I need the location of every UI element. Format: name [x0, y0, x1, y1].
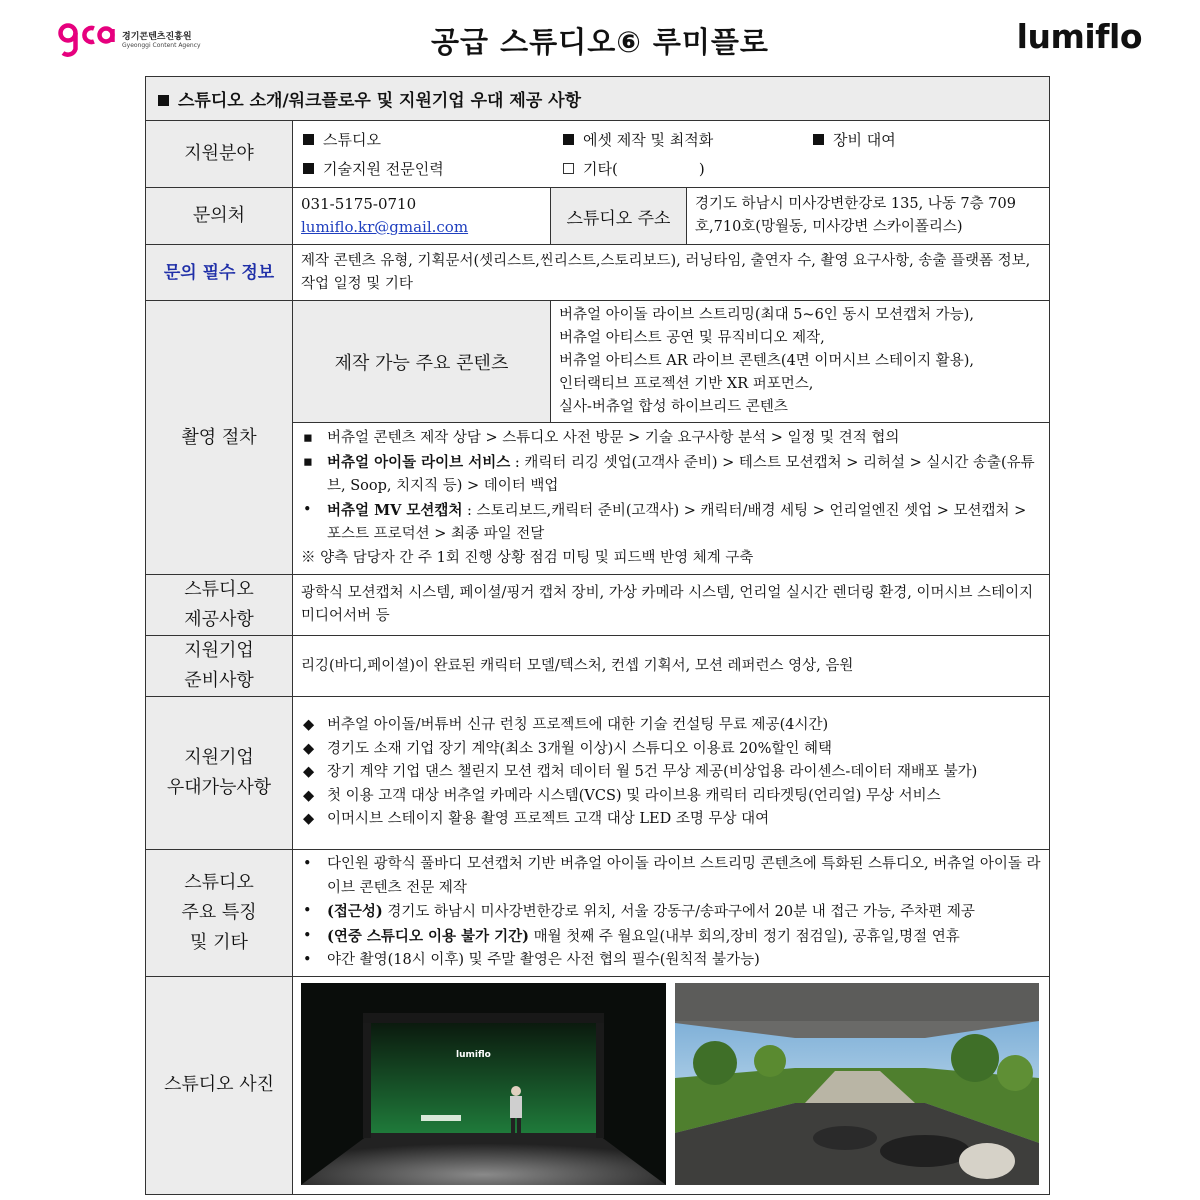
section-title: 스튜디오 소개/워크플로우 및 지원기업 우대 제공 사항: [146, 77, 1050, 121]
org-name-en: Gyeonggi Content Agency: [122, 41, 201, 49]
brand-logo: lumiflo: [1016, 17, 1142, 56]
content-item: 실사-버츄얼 합성 하이브리드 콘텐츠: [559, 399, 788, 415]
required-info-label: 문의 필수 정보: [146, 245, 293, 301]
contact-email-link[interactable]: lumiflo.kr@gmail.com: [301, 218, 469, 236]
photos-cell: [293, 976, 1050, 1194]
option-asset: 에셋 제작 및 최적화: [563, 129, 813, 150]
benefit-item: ◆ 버추얼 아이돌/버튜버 신규 런칭 프로젝트에 대한 기술 컨설팅 무료 제공(4시간): [303, 717, 829, 734]
immersive-stage-photo: [675, 983, 1039, 1185]
features-label: 스튜디오 주요 특징 및 기타: [146, 850, 293, 977]
prep-label: 지원기업 준비사항: [146, 636, 293, 697]
content-item: 인터랙티브 프로젝션 기반 XR 퍼포먼스,: [559, 376, 814, 392]
prep-text: 리깅(바디,페이셜)이 완료된 캐릭터 모델/텍스처, 컨셉 기획서, 모션 레퍼런스 영상, 음원: [293, 636, 1050, 697]
bullet-square-icon: [158, 95, 169, 106]
page-header: [0, 0, 1200, 75]
checked-box-icon: [563, 134, 574, 145]
required-info-text: 제작 콘텐츠 유형, 기획문서(셋리스트,씬리스트,스토리보드), 러닝타임, 출연자 수, 촬영 요구사항, 송출 플랫폼 정보, 작업 일정 및 기타: [293, 245, 1050, 301]
contact-phone: 031-5175-0710: [301, 195, 417, 213]
features-list: [293, 850, 1050, 977]
benefit-item: ◆ 첫 이용 고객 대상 버추얼 카메라 시스템(VCS) 및 라이브용 캐릭터 리타겟팅(언리얼) 무상 서비스: [303, 787, 941, 804]
org-name-kr: 경기콘텐츠진흥원: [122, 32, 192, 43]
step-item: • 버츄얼 MV 모션캡처 : 스토리보드,캐릭터 준비(고객사) > 캐릭터/배경 세팅 > 언리얼엔진 셋업 > 모션캡처 > 포스트 프로덕션 > 최종 파일 전달: [303, 501, 1027, 542]
feature-item: • (접근성) 경기도 하남시 미사강변한강로 위치, 서울 강동구/송파구에서 20분 내 접근 가능, 주차편 제공: [303, 903, 975, 920]
option-tech-staff: 기술지원 전문인력: [303, 158, 563, 179]
contact-label: 문의처: [146, 188, 293, 245]
address-label: 스튜디오 주소: [551, 188, 687, 245]
benefit-item: ◆ 이머시브 스테이지 활용 촬영 프로젝트 고객 대상 LED 조명 무상 대여: [303, 811, 770, 828]
benefits-list: [293, 697, 1050, 850]
shooting-label: 촬영 절차: [146, 301, 293, 575]
benefits-label: 지원기업 우대가능사항: [146, 697, 293, 850]
provided-text: 광학식 모션캡처 시스템, 페이셜/핑거 캡처 장비, 가상 카메라 시스템, 언리얼 실시간 렌더링 환경, 이머시브 스테이지 미디어서버 등: [293, 575, 1050, 636]
step-item: ▪ 버츄얼 아이돌 라이브 서비스 : 캐릭터 리깅 셋업(고객사 준비) > 테스트 모션캡처 > 리허설 > 실시간 송출(유튜브, Soop, 치지직 등) > 데이터 백업: [303, 453, 1035, 494]
content-label: 제작 가능 주요 콘텐츠: [293, 301, 551, 423]
studio-info-table: [145, 76, 1050, 1195]
content-item: 버츄얼 아티스트 AR 라이브 콘텐츠(4면 이머시브 스테이지 활용),: [559, 353, 974, 369]
studio-stage-photo: [301, 983, 666, 1185]
photos-label: 스튜디오 사진: [146, 976, 293, 1194]
support-options: [293, 121, 1050, 188]
provided-label: 스튜디오 제공사항: [146, 575, 293, 636]
checked-box-icon: [813, 134, 824, 145]
step-item: ▪ 버츄얼 콘텐츠 제작 상담 > 스튜디오 사전 방문 > 기술 요구사항 분석 > 일정 및 견적 협의: [303, 430, 900, 446]
unchecked-box-icon: [563, 163, 574, 174]
feature-item: • 야간 촬영(18시 이후) 및 주말 촬영은 사전 협의 필수(원칙적 불가능): [303, 952, 760, 968]
gca-logo-icon: [58, 20, 118, 62]
step-note: ※ 양측 담당자 간 주 1회 진행 상황 점검 미팅 및 피드백 반영 체계 구축: [301, 549, 754, 566]
content-list: [551, 301, 1050, 423]
option-equipment: 장비 대여: [813, 129, 1013, 150]
feature-item: • 다인원 광학식 풀바디 모션캡처 기반 버츄얼 아이돌 라이브 스트리밍 콘텐츠에 특화된 스튜디오, 버츄얼 아이돌 라이브 콘텐츠 전문 제작: [303, 856, 1041, 896]
benefit-item: ◆ 장기 계약 기업 댄스 챌린지 모션 캡처 데이터 월 5건 무상 제공(비상업용 라이센스-데이터 재배포 불가): [303, 764, 978, 781]
contact-info: [293, 188, 551, 245]
benefit-item: ◆ 경기도 소재 기업 장기 계약(최소 3개월 이상)시 스튜디오 이용료 20%할인 혜택: [303, 740, 833, 757]
address-value: 경기도 하남시 미사강변한강로 135, 나동 7층 709호,710호(망월동, 미사강변 스카이폴리스): [687, 188, 1050, 245]
option-other: 기타( ): [563, 158, 813, 179]
feature-item: • (연중 스튜디오 이용 불가 기간) 매월 첫째 주 월요일(내부 회의,장비 정기 점검일), 공휴일,명절 연휴: [303, 927, 960, 945]
checked-box-icon: [303, 134, 314, 145]
support-label: 지원분야: [146, 121, 293, 188]
page-title: 공급 스튜디오⑥ 루미플로: [431, 25, 769, 59]
content-item: 버츄얼 아티스트 공연 및 뮤직비디오 제작,: [559, 330, 825, 346]
gca-logo: [58, 20, 201, 62]
option-studio: 스튜디오: [303, 129, 563, 150]
shooting-steps: [293, 423, 1050, 575]
checked-box-icon: [303, 163, 314, 174]
content-item: 버츄얼 아이돌 라이브 스트리밍(최대 5~6인 동시 모션캡처 가능),: [559, 307, 974, 323]
stage-sign: lumiflo: [456, 1049, 491, 1060]
